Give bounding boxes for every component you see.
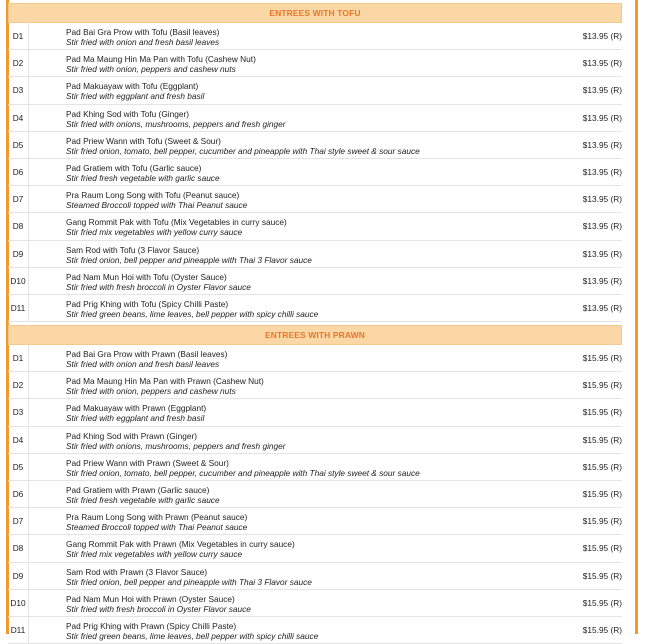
item-code: D7 — [8, 186, 29, 212]
menu-item-row — [8, 427, 622, 454]
menu-item-row — [8, 563, 622, 590]
item-description-block — [66, 163, 536, 183]
item-description-block — [66, 245, 536, 265]
item-description: Stir fried mix vegetables with yellow curry sauce — [66, 549, 243, 560]
item-description: Stir fried with onions, mushrooms, peppers and fresh ginger — [66, 440, 286, 451]
item-description: Stir fried green beans, lime leaves, bell pepper with spicy chilli sauce — [66, 630, 319, 641]
item-description-block — [66, 299, 536, 319]
item-description-block — [66, 81, 536, 101]
item-description: Stir fried with onion and fresh basil leaves — [66, 359, 220, 370]
item-description: Stir fried with fresh broccoli in Oyster Flavor sauce — [66, 281, 251, 292]
item-name: Gang Rommit Pak with Prawn (Mix Vegetables in curry sauce) — [66, 539, 295, 550]
menu-item-row — [8, 23, 622, 50]
item-price: $13.95 (R) — [582, 302, 622, 313]
item-code: D2 — [8, 50, 29, 76]
item-name: Pad Prig Khing with Prawn (Spicy Chilli Paste) — [66, 620, 237, 631]
item-name: Pad Nam Mun Hoi with Tofu (Oyster Sauce) — [66, 271, 227, 282]
item-name: Sam Rod with Tofu (3 Flavor Sauce) — [66, 244, 200, 255]
item-code: D6 — [8, 159, 29, 185]
item-code: D2 — [8, 372, 29, 398]
item-name: Pad Prig Khing with Tofu (Spicy Chilli Paste) — [66, 298, 229, 309]
menu-item-row — [8, 105, 622, 132]
menu-item-row — [8, 295, 622, 322]
item-description: Stir fried fresh vegetable with garlic sauce — [66, 495, 220, 505]
item-description-block — [66, 621, 536, 641]
menu-item-row — [8, 241, 622, 268]
item-price: $13.95 (R) — [582, 275, 622, 286]
item-description: Stir fried with onion and fresh basil leaves — [66, 37, 220, 47]
item-price: $13.95 (R) — [582, 194, 622, 205]
item-name: Pra Raum Long Song with Prawn (Peanut sauce) — [66, 512, 248, 523]
menu-item-row — [8, 159, 622, 186]
menu-item-row — [8, 481, 622, 508]
item-price: $13.95 (R) — [582, 31, 622, 41]
item-description: Stir fried with eggplant and fresh basil — [66, 413, 205, 424]
item-description: Stir fried onion, bell pepper and pineapple with Thai 3 Flavor sauce — [66, 254, 312, 265]
item-description-block — [66, 403, 536, 423]
item-code: D11 — [8, 617, 29, 643]
item-price: $13.95 (R) — [582, 166, 622, 177]
item-description: Stir fried with fresh broccoli in Oyster Flavor sauce — [66, 603, 251, 614]
section-header-prawn: ENTREES WITH PRAWN — [8, 325, 622, 345]
section-prawn — [8, 345, 622, 644]
menu-item-row — [8, 77, 622, 104]
item-price: $15.95 (R) — [582, 407, 622, 418]
item-name: Pad Priew Wann with Tofu (Sweet & Sour) — [66, 135, 221, 146]
item-description-block — [66, 376, 536, 396]
menu-item-row — [8, 617, 622, 644]
item-name: Gang Rommit Pak with Tofu (Mix Vegetables in curry sauce) — [66, 217, 287, 228]
item-code: D10 — [8, 590, 29, 616]
item-code: D10 — [8, 268, 29, 294]
menu-item-row — [8, 399, 622, 426]
item-description-block — [66, 485, 536, 505]
menu-item-row — [8, 535, 622, 562]
item-description-block — [66, 512, 536, 532]
item-price: $15.95 (R) — [582, 597, 622, 608]
item-code: D5 — [8, 454, 29, 480]
item-description: Stir fried green beans, lime leaves, bell pepper with spicy chilli sauce — [66, 308, 319, 319]
item-price: $15.95 (R) — [582, 353, 622, 364]
menu-item-row — [8, 454, 622, 481]
item-price: $13.95 (R) — [582, 221, 622, 232]
item-price: $13.95 (R) — [582, 139, 622, 150]
item-description-block — [66, 539, 536, 559]
item-code: D1 — [8, 345, 29, 371]
item-code: D7 — [8, 508, 29, 534]
item-description-block — [66, 27, 536, 47]
item-description-block — [66, 431, 536, 451]
item-code: D8 — [8, 535, 29, 561]
item-price: $15.95 (R) — [582, 434, 622, 445]
item-description: Stir fried with onion, peppers and cashew nuts — [66, 64, 236, 75]
section-header-tofu: ENTREES WITH TOFU — [8, 3, 622, 23]
item-code: D8 — [8, 213, 29, 239]
item-code: D4 — [8, 427, 29, 453]
item-code: D4 — [8, 105, 29, 131]
item-name: Pad Bai Gra Prow with Prawn (Basil leaves) — [66, 349, 228, 360]
item-code: D5 — [8, 132, 29, 158]
item-code: D1 — [8, 23, 29, 49]
item-description: Stir fried with eggplant and fresh basil — [66, 91, 205, 102]
item-name: Pad Khing Sod with Prawn (Ginger) — [66, 430, 197, 441]
menu-item-row — [8, 132, 622, 159]
item-name: Pad Gratiem with Tofu (Garlic sauce) — [66, 162, 202, 173]
menu-item-row — [8, 213, 622, 240]
item-description: Stir fried with onions, mushrooms, peppers and fresh ginger — [66, 118, 286, 129]
item-description-block — [66, 217, 536, 237]
item-description-block — [66, 349, 536, 369]
item-name: Pad Ma Maung Hin Ma Pan with Prawn (Cashew Nut) — [66, 376, 264, 387]
item-description: Steamed Broccoli topped with Thai Peanut sauce — [66, 200, 248, 211]
item-description: Stir fried onion, bell pepper and pineapple with Thai 3 Flavor sauce — [66, 576, 312, 587]
item-code: D9 — [8, 563, 29, 589]
item-description-block — [66, 54, 536, 74]
item-description: Stir fried mix vegetables with yellow curry sauce — [66, 227, 243, 238]
item-price: $15.95 (R) — [582, 516, 622, 527]
item-code: D3 — [8, 399, 29, 425]
item-description-block — [66, 458, 536, 478]
item-name: Pad Makuayaw with Tofu (Eggplant) — [66, 81, 199, 92]
item-price: $15.95 (R) — [582, 624, 622, 635]
item-code: D11 — [8, 295, 29, 321]
item-price: $15.95 (R) — [582, 543, 622, 554]
section-tofu — [8, 23, 622, 322]
item-name: Pra Raum Long Song with Tofu (Peanut sauce) — [66, 190, 240, 201]
item-name: Pad Bai Gra Prow with Tofu (Basil leaves) — [66, 27, 220, 37]
item-name: Pad Nam Mun Hoi with Prawn (Oyster Sauce) — [66, 593, 235, 604]
item-price: $15.95 (R) — [582, 489, 622, 499]
item-name: Pad Khing Sod with Tofu (Ginger) — [66, 108, 189, 119]
item-price: $15.95 (R) — [582, 461, 622, 472]
menu-item-row — [8, 590, 622, 617]
item-name: Sam Rod with Prawn (3 Flavor Sauce) — [66, 566, 208, 577]
menu-item-row — [8, 508, 622, 535]
menu-item-row — [8, 268, 622, 295]
item-description-block — [66, 567, 536, 587]
menu-item-row — [8, 372, 622, 399]
item-description: Stir fried with onion, peppers and cashew nuts — [66, 386, 236, 397]
item-name: Pad Gratiem with Prawn (Garlic sauce) — [66, 485, 210, 495]
item-price: $15.95 (R) — [582, 570, 622, 581]
item-code: D3 — [8, 77, 29, 103]
item-price: $13.95 (R) — [582, 112, 622, 123]
item-price: $13.95 (R) — [582, 85, 622, 96]
item-description: Stir fried onion, tomato, bell pepper, cucumber and pineapple with Thai style sweet & sour sauce — [66, 145, 420, 156]
item-name: Pad Makuayaw with Prawn (Eggplant) — [66, 403, 207, 414]
item-description: Stir fried onion, tomato, bell pepper, cucumber and pineapple with Thai style sweet & sour sauce — [66, 467, 420, 478]
item-description-block — [66, 272, 536, 292]
item-description: Steamed Broccoli topped with Thai Peanut sauce — [66, 522, 248, 533]
item-code: D9 — [8, 241, 29, 267]
item-description-block — [66, 594, 536, 614]
item-name: Pad Priew Wann with Prawn (Sweet & Sour) — [66, 457, 229, 468]
item-description-block — [66, 136, 536, 156]
item-price: $13.95 (R) — [582, 58, 622, 69]
item-code: D6 — [8, 481, 29, 507]
item-name: Pad Ma Maung Hin Ma Pan with Tofu (Cashew Nut) — [66, 54, 256, 65]
item-price: $15.95 (R) — [582, 380, 622, 391]
menu-item-row — [8, 186, 622, 213]
item-price: $13.95 (R) — [582, 248, 622, 259]
item-description: Stir fried fresh vegetable with garlic sauce — [66, 172, 220, 183]
menu-table — [8, 0, 622, 644]
item-description-block — [66, 190, 536, 210]
item-description-block — [66, 109, 536, 129]
menu-item-row — [8, 345, 622, 372]
menu-item-row — [8, 50, 622, 77]
